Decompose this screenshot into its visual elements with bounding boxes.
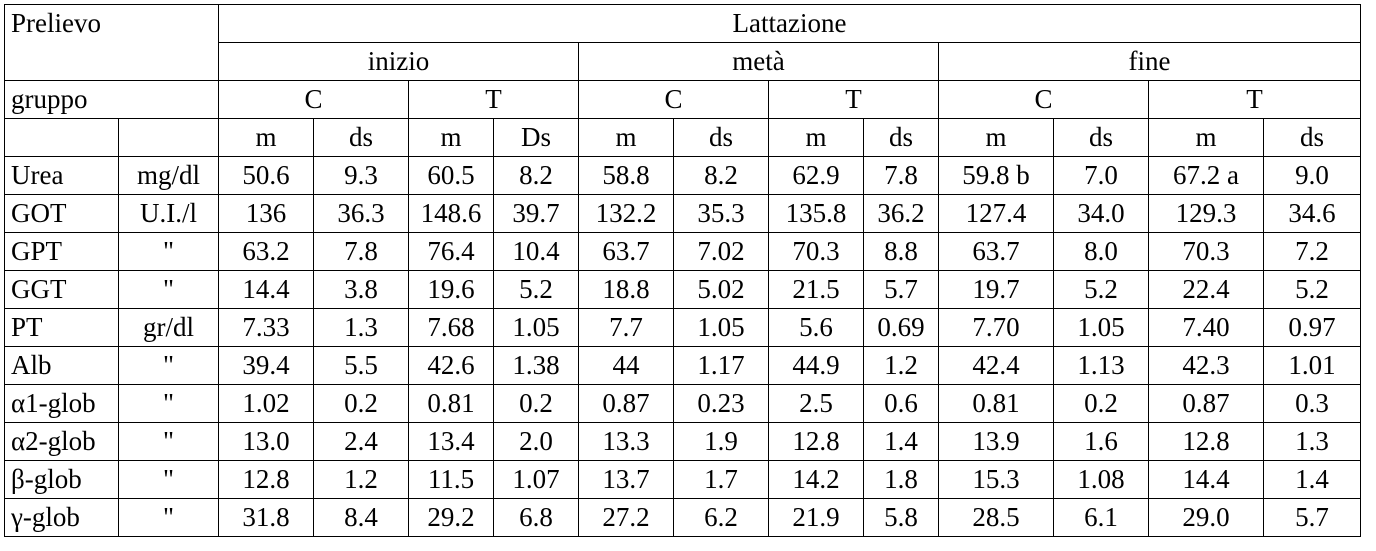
value-cell: 0.87 — [1149, 385, 1264, 423]
prelievo-header: Prelievo — [5, 5, 219, 81]
value-cell: 8.4 — [314, 499, 409, 537]
value-cell: 6.1 — [1054, 499, 1149, 537]
group-header: C — [579, 81, 769, 119]
value-cell: 60.5 — [409, 157, 494, 195]
value-cell: 9.0 — [1264, 157, 1361, 195]
row-label: GOT — [5, 195, 119, 233]
stat-header: ds — [674, 119, 769, 157]
row-unit: " — [119, 347, 219, 385]
group-header: C — [219, 81, 409, 119]
table-row — [5, 309, 1361, 347]
value-cell: 8.2 — [494, 157, 579, 195]
header-row-3 — [5, 81, 1361, 119]
value-cell: 7.8 — [864, 157, 939, 195]
value-cell: 19.7 — [939, 271, 1054, 309]
value-cell: 21.5 — [769, 271, 864, 309]
value-cell: 19.6 — [409, 271, 494, 309]
row-label: GPT — [5, 233, 119, 271]
value-cell: 1.02 — [219, 385, 314, 423]
value-cell: 5.7 — [1264, 499, 1361, 537]
row-unit: " — [119, 461, 219, 499]
value-cell: 0.23 — [674, 385, 769, 423]
lattazione-header: Lattazione — [219, 5, 1361, 43]
row-unit: " — [119, 233, 219, 271]
value-cell: 67.2 a — [1149, 157, 1264, 195]
value-cell: 70.3 — [769, 233, 864, 271]
value-cell: 59.8 b — [939, 157, 1054, 195]
value-cell: 5.8 — [864, 499, 939, 537]
value-cell: 1.3 — [314, 309, 409, 347]
table-row — [5, 461, 1361, 499]
row-unit: U.I./l — [119, 195, 219, 233]
value-cell: 6.8 — [494, 499, 579, 537]
phase-inizio: inizio — [219, 43, 579, 81]
value-cell: 36.3 — [314, 195, 409, 233]
value-cell: 0.69 — [864, 309, 939, 347]
row-unit: " — [119, 499, 219, 537]
value-cell: 8.2 — [674, 157, 769, 195]
table-row — [5, 499, 1361, 537]
value-cell: 0.2 — [1054, 385, 1149, 423]
value-cell: 7.02 — [674, 233, 769, 271]
value-cell: 1.05 — [674, 309, 769, 347]
value-cell: 5.7 — [864, 271, 939, 309]
lattazione-table — [4, 4, 1361, 537]
row-label: GGT — [5, 271, 119, 309]
value-cell: 13.4 — [409, 423, 494, 461]
value-cell: 2.0 — [494, 423, 579, 461]
value-cell: 29.0 — [1149, 499, 1264, 537]
value-cell: 12.8 — [1149, 423, 1264, 461]
row-unit: " — [119, 423, 219, 461]
stat-header: Ds — [494, 119, 579, 157]
row-label: PT — [5, 309, 119, 347]
value-cell: 42.6 — [409, 347, 494, 385]
value-cell: 42.4 — [939, 347, 1054, 385]
stat-header: ds — [1054, 119, 1149, 157]
value-cell: 63.7 — [579, 233, 674, 271]
stat-header: ds — [1264, 119, 1361, 157]
value-cell: 21.9 — [769, 499, 864, 537]
value-cell: 7.2 — [1264, 233, 1361, 271]
row-label: α2-glob — [5, 423, 119, 461]
value-cell: 13.3 — [579, 423, 674, 461]
value-cell: 44 — [579, 347, 674, 385]
stat-header: m — [769, 119, 864, 157]
row-label: Alb — [5, 347, 119, 385]
value-cell: 7.70 — [939, 309, 1054, 347]
value-cell: 11.5 — [409, 461, 494, 499]
value-cell: 7.40 — [1149, 309, 1264, 347]
value-cell: 0.81 — [409, 385, 494, 423]
value-cell: 1.4 — [864, 423, 939, 461]
value-cell: 6.2 — [674, 499, 769, 537]
row-unit: " — [119, 385, 219, 423]
value-cell: 0.2 — [494, 385, 579, 423]
value-cell: 1.2 — [864, 347, 939, 385]
table-row — [5, 423, 1361, 461]
header-row-4 — [5, 119, 1361, 157]
value-cell: 39.7 — [494, 195, 579, 233]
value-cell: 1.8 — [864, 461, 939, 499]
row-label: Urea — [5, 157, 119, 195]
value-cell: 12.8 — [219, 461, 314, 499]
value-cell: 27.2 — [579, 499, 674, 537]
value-cell: 132.2 — [579, 195, 674, 233]
value-cell: 50.6 — [219, 157, 314, 195]
stat-header: m — [219, 119, 314, 157]
value-cell: 0.3 — [1264, 385, 1361, 423]
row-unit: " — [119, 271, 219, 309]
value-cell: 1.07 — [494, 461, 579, 499]
header-row-1 — [5, 5, 1361, 43]
value-cell: 35.3 — [674, 195, 769, 233]
value-cell: 135.8 — [769, 195, 864, 233]
group-header: T — [1149, 81, 1361, 119]
value-cell: 14.4 — [1149, 461, 1264, 499]
empty-cell — [119, 119, 219, 157]
value-cell: 13.7 — [579, 461, 674, 499]
value-cell: 29.2 — [409, 499, 494, 537]
value-cell: 22.4 — [1149, 271, 1264, 309]
value-cell: 5.2 — [494, 271, 579, 309]
value-cell: 18.8 — [579, 271, 674, 309]
value-cell: 2.5 — [769, 385, 864, 423]
value-cell: 136 — [219, 195, 314, 233]
stat-header: ds — [864, 119, 939, 157]
value-cell: 36.2 — [864, 195, 939, 233]
value-cell: 5.6 — [769, 309, 864, 347]
phase-meta: metà — [579, 43, 939, 81]
value-cell: 1.38 — [494, 347, 579, 385]
value-cell: 5.2 — [1054, 271, 1149, 309]
stat-header: m — [939, 119, 1054, 157]
value-cell: 3.8 — [314, 271, 409, 309]
row-label: β-glob — [5, 461, 119, 499]
row-unit: mg/dl — [119, 157, 219, 195]
value-cell: 2.4 — [314, 423, 409, 461]
value-cell: 62.9 — [769, 157, 864, 195]
value-cell: 15.3 — [939, 461, 1054, 499]
row-unit: gr/dl — [119, 309, 219, 347]
table-row — [5, 157, 1361, 195]
empty-cell — [5, 119, 119, 157]
value-cell: 129.3 — [1149, 195, 1264, 233]
value-cell: 70.3 — [1149, 233, 1264, 271]
value-cell: 5.02 — [674, 271, 769, 309]
value-cell: 0.97 — [1264, 309, 1361, 347]
value-cell: 7.8 — [314, 233, 409, 271]
value-cell: 1.9 — [674, 423, 769, 461]
value-cell: 1.01 — [1264, 347, 1361, 385]
group-header: T — [409, 81, 579, 119]
value-cell: 10.4 — [494, 233, 579, 271]
group-header: T — [769, 81, 939, 119]
value-cell: 1.6 — [1054, 423, 1149, 461]
value-cell: 148.6 — [409, 195, 494, 233]
phase-fine: fine — [939, 43, 1361, 81]
value-cell: 1.17 — [674, 347, 769, 385]
row-label: α1-glob — [5, 385, 119, 423]
stat-header: m — [409, 119, 494, 157]
value-cell: 34.0 — [1054, 195, 1149, 233]
value-cell: 0.81 — [939, 385, 1054, 423]
value-cell: 12.8 — [769, 423, 864, 461]
value-cell: 0.87 — [579, 385, 674, 423]
value-cell: 13.9 — [939, 423, 1054, 461]
value-cell: 14.2 — [769, 461, 864, 499]
value-cell: 8.0 — [1054, 233, 1149, 271]
value-cell: 0.2 — [314, 385, 409, 423]
value-cell: 9.3 — [314, 157, 409, 195]
value-cell: 28.5 — [939, 499, 1054, 537]
value-cell: 1.3 — [1264, 423, 1361, 461]
table-row — [5, 195, 1361, 233]
row-label: γ-glob — [5, 499, 119, 537]
value-cell: 1.05 — [494, 309, 579, 347]
gruppo-header: gruppo — [5, 81, 219, 119]
value-cell: 34.6 — [1264, 195, 1361, 233]
table-row — [5, 385, 1361, 423]
value-cell: 63.7 — [939, 233, 1054, 271]
value-cell: 39.4 — [219, 347, 314, 385]
value-cell: 5.5 — [314, 347, 409, 385]
stat-header: m — [1149, 119, 1264, 157]
value-cell: 44.9 — [769, 347, 864, 385]
value-cell: 7.68 — [409, 309, 494, 347]
value-cell: 1.2 — [314, 461, 409, 499]
value-cell: 7.33 — [219, 309, 314, 347]
value-cell: 1.13 — [1054, 347, 1149, 385]
value-cell: 1.05 — [1054, 309, 1149, 347]
value-cell: 31.8 — [219, 499, 314, 537]
value-cell: 14.4 — [219, 271, 314, 309]
value-cell: 1.4 — [1264, 461, 1361, 499]
table-row — [5, 347, 1361, 385]
value-cell: 0.6 — [864, 385, 939, 423]
value-cell: 7.7 — [579, 309, 674, 347]
value-cell: 8.8 — [864, 233, 939, 271]
value-cell: 63.2 — [219, 233, 314, 271]
value-cell: 42.3 — [1149, 347, 1264, 385]
table-row — [5, 233, 1361, 271]
group-header: C — [939, 81, 1149, 119]
stat-header: ds — [314, 119, 409, 157]
value-cell: 58.8 — [579, 157, 674, 195]
value-cell: 76.4 — [409, 233, 494, 271]
value-cell: 1.7 — [674, 461, 769, 499]
value-cell: 5.2 — [1264, 271, 1361, 309]
value-cell: 1.08 — [1054, 461, 1149, 499]
value-cell: 7.0 — [1054, 157, 1149, 195]
table-row — [5, 271, 1361, 309]
stat-header: m — [579, 119, 674, 157]
value-cell: 13.0 — [219, 423, 314, 461]
value-cell: 127.4 — [939, 195, 1054, 233]
